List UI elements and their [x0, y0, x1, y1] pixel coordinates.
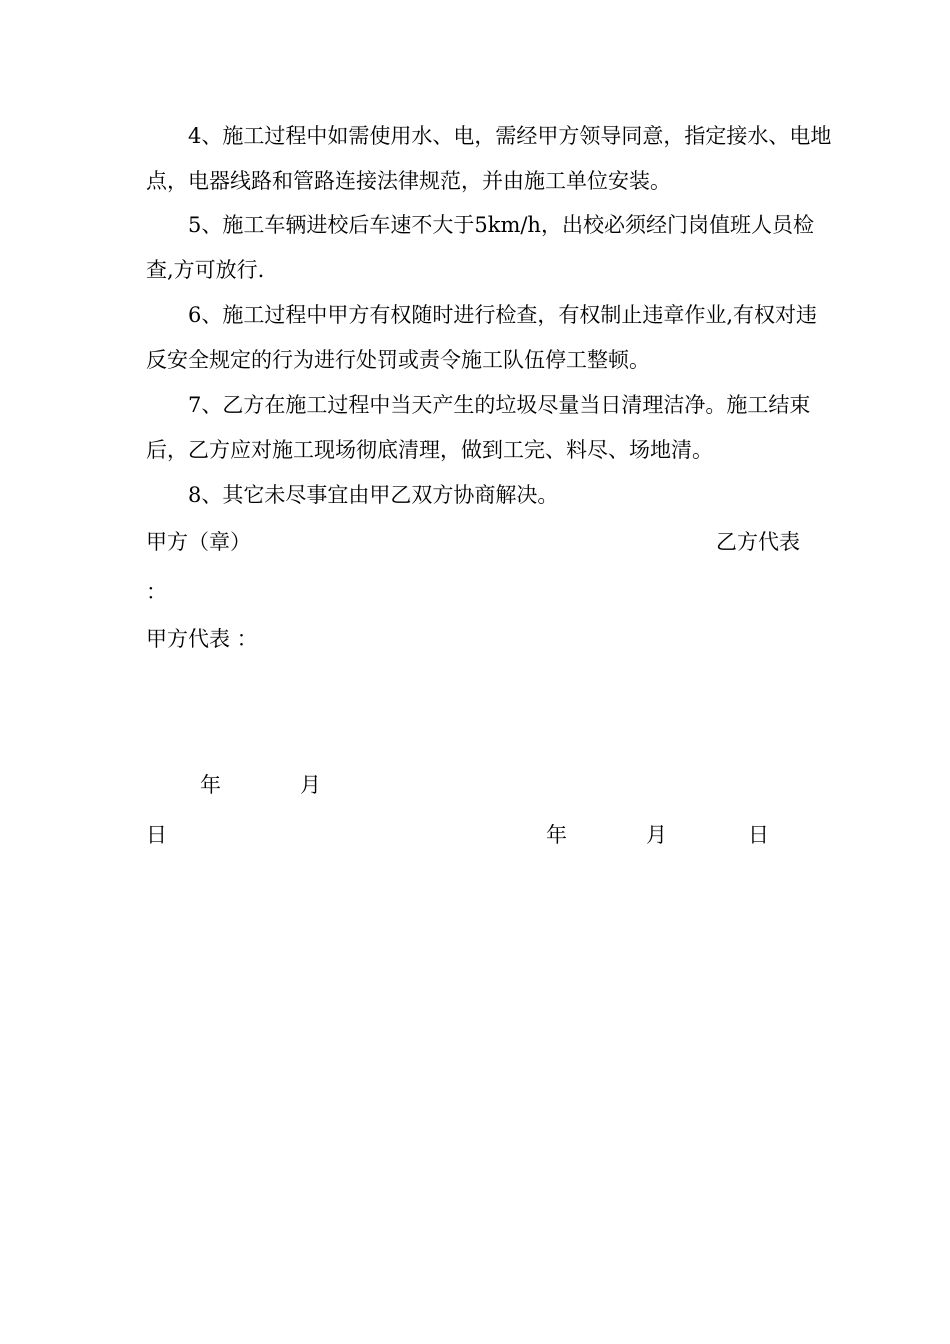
party-b-date-year: 年 — [546, 823, 567, 847]
party-b-date-day: 日 — [748, 823, 769, 847]
party-b-date-month: 月 — [646, 823, 667, 847]
party-a-date-month: 月 — [300, 773, 321, 797]
clause-7: 7、乙方在施工过程中当天产生的垃圾尽量当日清理洁净。施工结束后，乙方应对施工现场彻底清理，做到工完、料尽、场地清。 — [146, 393, 811, 462]
party-a-date-year: 年 — [200, 773, 221, 797]
clause-4: 4、施工过程中如需使用水、电，需经甲方领导同意，指定接水、电地点，电器线路和管路连接法律规范，并由施工单位安装。 — [146, 124, 832, 193]
clause-6: 6、施工过程中甲方有权随时进行检查，有权制止违章作业,有权对违反安全规定的行为进行处罚或责令施工队伍停工整顿。 — [146, 303, 818, 372]
clause-5: 5、施工车辆进校后车速不大于5km/h，出校必须经门岗值班人员检查,方可放行. — [146, 213, 814, 282]
party-a-representative-label: 甲方代表 ： — [146, 627, 258, 651]
clause-8: 8、其它未尽事宜由甲乙双方协商解决。 — [188, 483, 559, 507]
party-b-representative-colon: ： — [146, 580, 167, 604]
party-a-date-day: 日 — [146, 823, 167, 847]
party-a-seal-label: 甲方（章） — [146, 530, 251, 554]
party-b-representative-label: 乙方代表 — [716, 530, 800, 554]
